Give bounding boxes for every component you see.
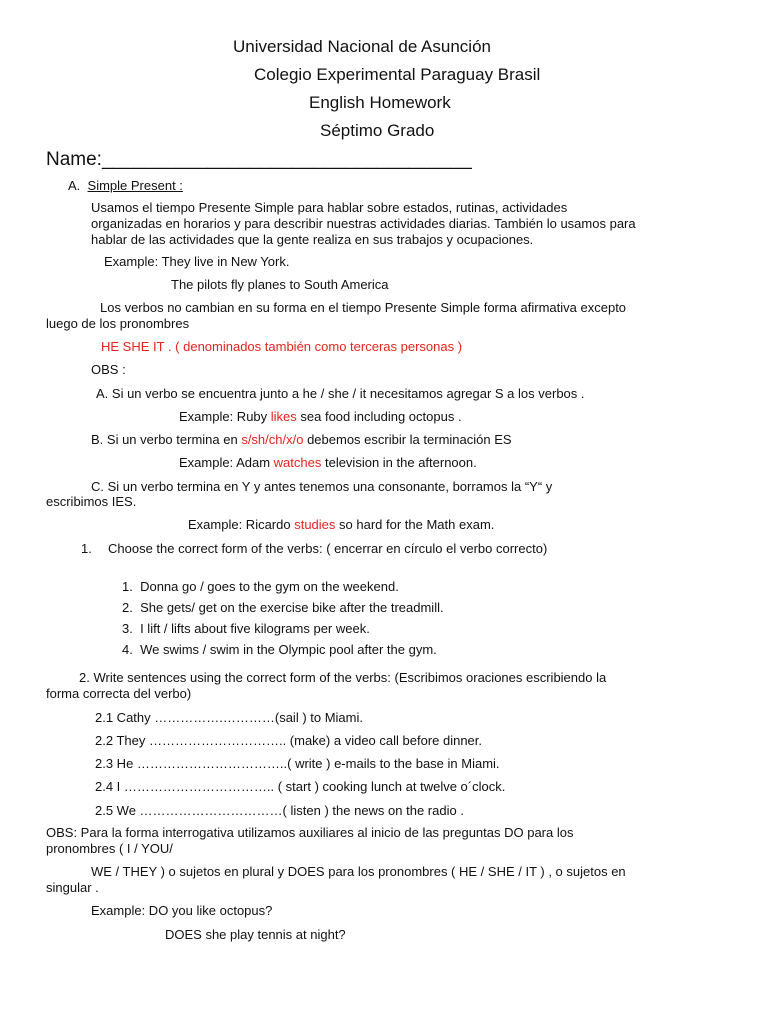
rule-line: luego de los pronombres [46, 316, 190, 331]
exercise-2-instruction: forma correcta del verbo) [46, 686, 192, 701]
item-number: 4. [122, 642, 133, 657]
example-line: The pilots fly planes to South America [171, 277, 389, 292]
rule-c: escribimos IES. [46, 494, 137, 509]
list-item [122, 600, 444, 616]
example-text: Example: Ruby [179, 409, 271, 424]
example-text: Example: Ricardo [188, 517, 295, 532]
list-item [122, 579, 399, 595]
item-text: I lift / lifts about five kilograms per week. [140, 621, 370, 636]
example-text: Example: Adam [179, 455, 274, 470]
section-a-marker: A. [68, 178, 81, 193]
intro-line: hablar de las actividades que la gente realiza en sus trabajos y ocupaciones. [91, 232, 534, 247]
exercise-1-instruction: Choose the correct form of the verbs: ( encerrar en círculo el verbo correcto) [108, 541, 548, 556]
exercise-item: 2.2 They ………………………….. (make) a video call before dinner. [95, 733, 483, 748]
obs2-line: pronombres ( I / YOU/ [46, 841, 173, 856]
rule-c: C. Si un verbo termina en Y y antes tenemos una consonante, borramos la “Y“ y [91, 479, 553, 494]
obs2-line: OBS: Para la forma interrogativa utilizamos auxiliares al inicio de las preguntas DO para los [46, 825, 574, 840]
intro-line: Usamos el tiempo Presente Simple para hablar sobre estados, rutinas, actividades [91, 200, 568, 215]
item-number: 1. [122, 579, 133, 594]
obs2-example: Example: DO you like octopus? [91, 903, 273, 918]
subject-title: English Homework [309, 93, 451, 112]
obs-label: OBS : [91, 362, 126, 377]
exercise-item: 2.4 I …………………………….. ( start ) cooking lunch at twelve o´clock. [95, 779, 506, 794]
item-text: She gets/ get on the exercise bike after the treadmill. [140, 600, 444, 615]
university-title: Universidad Nacional de Asunción [233, 37, 491, 56]
example-text: so hard for the Math exam. [335, 517, 495, 532]
list-item [122, 621, 370, 637]
exercise-2-instruction: 2. Write sentences using the correct form of the verbs: (Escribimos oraciones escribiendo la [79, 670, 607, 685]
item-text: We swims / swim in the Olympic pool after the gym. [140, 642, 437, 657]
highlighted-verb: studies [294, 517, 336, 532]
rule-text: B. Si un verbo termina en [91, 432, 242, 447]
item-text: Donna go / goes to the gym on the weekend. [140, 579, 399, 594]
exercise-item: 2.5 We ……………………………( listen ) the news on the radio . [95, 803, 464, 818]
highlighted-verb: watches [273, 455, 322, 470]
rule-b [91, 432, 512, 448]
rule-text: debemos escribir la terminación ES [303, 432, 512, 447]
item-number: 2. [122, 600, 133, 615]
rule-a: A. Si un verbo se encuentra junto a he / she / it necesitamos agregar S a los verbos . [96, 386, 585, 401]
exercise-item: 2.3 He ……………………………..( write ) e-mails to the base in Miami. [95, 756, 500, 771]
obs2-line: WE / THEY ) o sujetos en plural y DOES para los pronombres ( HE / SHE / IT ) , o sujetos en [91, 864, 626, 879]
grade-title: Séptimo Grado [320, 121, 435, 140]
rule-a-example [179, 409, 462, 425]
obs2-example: DOES she play tennis at night? [165, 927, 346, 942]
intro-line: organizadas en horarios y para describir nuestras actividades diarias. También lo usamos para [91, 216, 636, 231]
highlighted-endings: s/sh/ch/x/o [241, 432, 304, 447]
section-a-heading [68, 178, 183, 194]
example-text: television in the afternoon. [321, 455, 477, 470]
section-a-title: Simple Present : [87, 178, 183, 193]
item-number: 3. [122, 621, 133, 636]
rule-c-example [188, 517, 494, 533]
exercise-item: 2.1 Cathy …………….…………(sail ) to Miami. [95, 710, 363, 725]
name-field[interactable] [46, 149, 472, 171]
example-text: sea food including octopus . [296, 409, 462, 424]
rule-line: Los verbos no cambian en su forma en el tiempo Presente Simple forma afirmativa excepto [100, 300, 627, 315]
pronouns-note: HE SHE IT . ( denominados también como terceras personas ) [101, 339, 463, 354]
obs2-line: singular . [46, 880, 99, 895]
highlighted-verb: likes [270, 409, 297, 424]
rule-b-example [179, 455, 477, 471]
name-line: ___________________________________ [101, 149, 472, 170]
school-title: Colegio Experimental Paraguay Brasil [254, 65, 541, 84]
name-label: Name: [46, 149, 102, 170]
list-item [122, 642, 437, 658]
example-line: Example: They live in New York. [104, 254, 290, 269]
exercise-1-number: 1. [81, 541, 92, 556]
